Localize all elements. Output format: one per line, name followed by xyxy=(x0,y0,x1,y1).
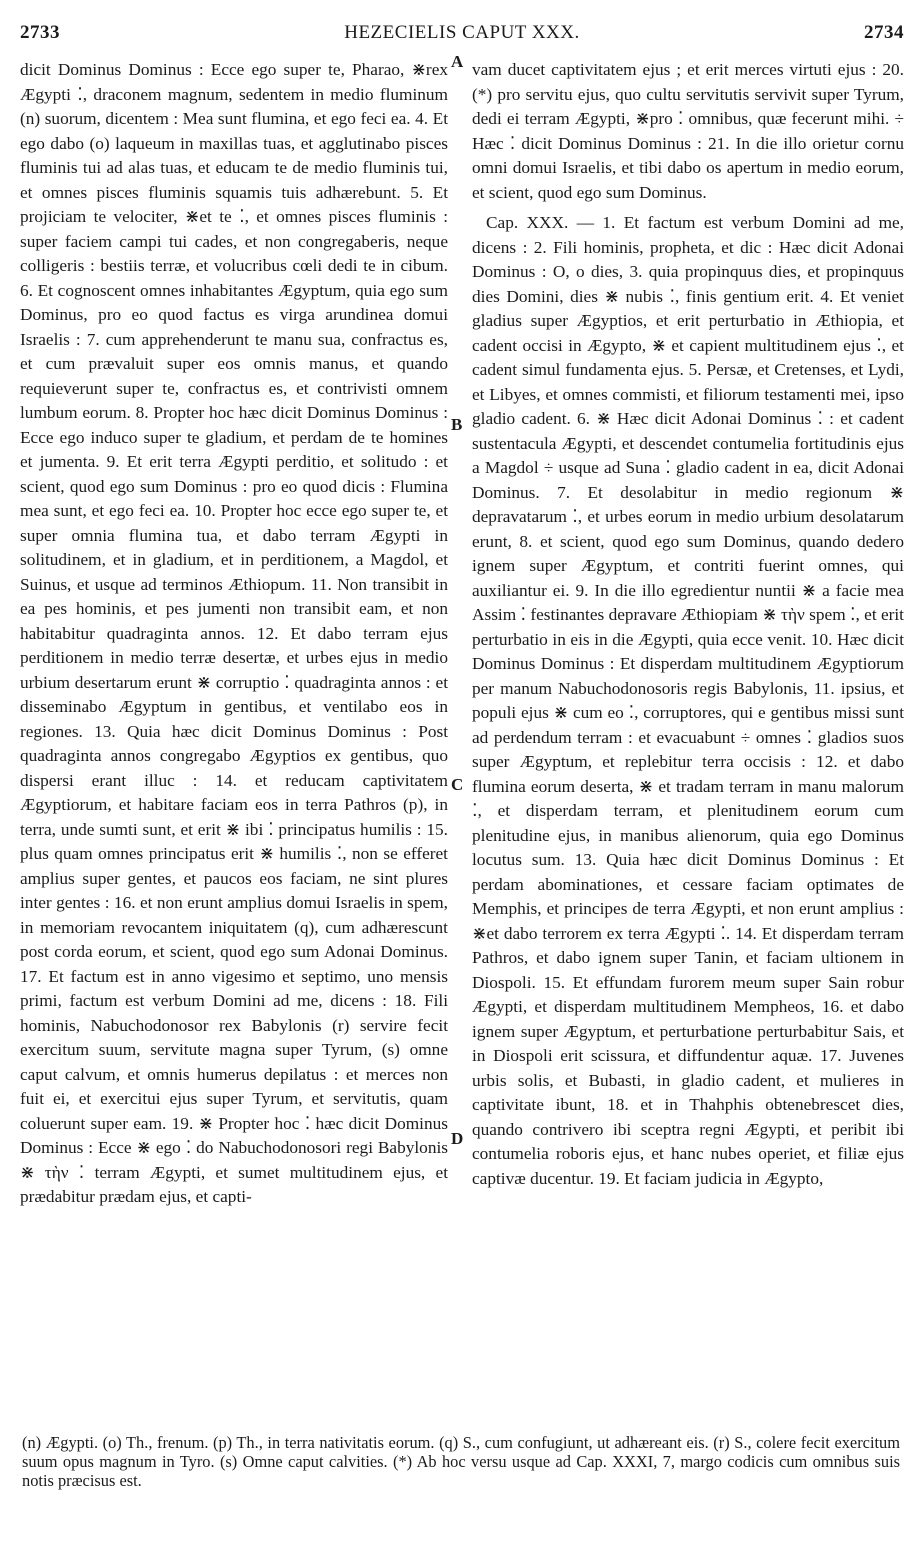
right-column-text-continuation: vam ducet captivitatem ejus ; et erit merces virtuti ejus : 20. (*) pro servitu ejus, quo cultu servitutis servivit super Tyrum, dedi ei terram Ægypti, ⋇pro ⁚ omnibus, quæ fecerunt mihi. ÷ Hæc ⁚ dicit Dominus Dominus : 21. In die illo orietur cornu omni domui Israelis, et tibi dabo os apertum in medio eorum, et scient, quod ego sum Dominus. xyxy=(472,60,904,202)
footnotes: (n) Ægypti. (o) Th., frenum. (p) Th., in terra nativitatis eorum. (q) S., cum confugiunt, ut adhæreant eis. (r) S., colere fecit exercitum suum opus magnum in Tyro. (s) Omne caput calvities. (*) Ab hoc versu usque ad Cap. XXXI, 7, margo codicis cum omnibus suis notis præcisus est. xyxy=(22,1433,900,1490)
running-title: HEZECIELIS CAPUT XXX. xyxy=(344,22,580,43)
margin-marker-c: C xyxy=(451,775,464,794)
page-number-right: 2734 xyxy=(864,22,904,43)
page-number-left: 2733 xyxy=(20,22,60,43)
left-column-text: dicit Dominus Dominus : Ecce ego super te, Pharao, ⋇rex Ægypti ⁚, draconem magnum, sedentem in medio fluminum (n) suorum, dicentem : Mea sunt flumina, et ego feci ea. 4. Et ego dabo (o) laqueum in maxillas tuas, et agglutinabo pisces fluminis tui ad alas tuas, et educam te de medio fluminis tui, et omnes pisces fluminis squamis tuis adhærebunt. 5. Et projiciam te velociter, ⋇et te ⁚, et omnes pisces fluminis : super faciem campi tui cades, et non congregaberis, neque colligeris : bestiis terræ, et volucribus cœli dedi te in cibum. 6. Et cognoscent omnes inhabitantes Ægyptum, quia ego sum Dominus, pro eo quod factus es virga arundinea domui Israelis : 7. cum apprehenderunt te manu sua, confractus es, et cum prævaluit super eos omnis manus, et quando requieverunt super te, confractus es, et contrivisti omnem lumbum eorum. 8. Propter hoc hæc dicit Dominus Dominus : Ecce ego induco super te gladium, et perdam de te homines et jumenta. 9. Et erit terra Ægypti perditio, et solitudo : et scient, quod ego sum Dominus : pro eo quod dicis : Flumina mea sunt, et ego feci ea. 10. Propter hoc ecce ego super te, et super omnia flumina tua, et dabo terram Ægypti in solitudinem, et in gladium, et in perditionem, a Magdol, et Suinus, et usque ad terminos Æthiopum. 11. Non transibit in ea pes hominis, et pes jumenti non transibit eam, et non habitabitur quadraginta annos. 12. Et dabo terram ejus perditionem in medio terræ desertæ, et urbes ejus in medio urbium desertarum erunt ⋇ corruptio ⁚ quadraginta annos : et disseminabo Ægyptum in gentibus, et ventilabo eos in regiones. 13. Quia hæc dicit Dominus Dominus : Post quadraginta annos congregabo Ægyptios ex gentibus, quo dispersi erant illuc : 14. et reducam captivitatem Ægyptiorum, et habitare faciam eos in terra Pathros (p), in terra, unde sumti sunt, et erit ⋇ ibi ⁚ principatus humilis : 15. plus quam omnes principatus erit ⋇ humilis ⁚, non se efferet amplius super gentes, et paucos eos faciam, ne sint plures inter gentes : 16. et non erunt amplius domui Israelis in spem, in memoriam revocantem iniquitatem (q), cum adhærescunt post corda eorum, et scient, quod ego sum Adonai Dominus. 17. Et factum est in anno vigesimo et septimo, uno mensis primi, factum est verbum Domini ad me, dicens : 18. Fili hominis, Nabuchodonosor rex Babylonis (r) servire fecit exercitum suum, servitute magna super Tyrum, (s) omne caput calvum, et omnis humerus depilatus : et merces non fuit ei, et exercitui ejus super Tyrum, et servitutis, quam coluerunt super eam. 19. ⋇ Propter hoc ⁚ hæc dicit Dominus Dominus : Ecce ⋇ ego ⁚ do Nabuchodonosori regi Babylonis ⋇ τὴν ⁚ terram Ægypti, et sumet multitudinem ejus, et prædabitur prædam ejus, et capti- xyxy=(20,60,448,1206)
margin-marker-d: D xyxy=(451,1129,464,1148)
running-header xyxy=(20,16,904,50)
margin-marker-b: B xyxy=(451,415,463,434)
margin-marker-a: A xyxy=(451,52,464,71)
right-column xyxy=(472,58,904,1191)
left-column xyxy=(20,58,448,1210)
right-column-chapter-30: Cap. XXX. — 1. Et factum est verbum Domini ad me, dicens : 2. Fili hominis, propheta, et dic : Hæc dicit Adonai Dominus : O, o dies, 3. quia propinquus dies, et propinquus dies Domini, dies ⋇ nubis ⁚, finis gentium erit. 4. Et veniet gladius super Ægyptios, et erit perturbatio in Æthiopia, et cadent occisi in Ægypto, ⋇ et capient multitudinem ejus ⁚, et cadent simul fundamenta ejus. 5. Persæ, et Cretenses, et Lydi, et Libyes, et omnes commisti, et filiorum testamenti mei, ipso gladio cadent. 6. ⋇ Hæc dicit Adonai Dominus ⁚ : et cadent sustentacula Ægypti, et descendet contumelia fortitudinis ejus a Magdol ÷ usque ad Suna ⁚ gladio cadent in ea, dicit Adonai Dominus. 7. Et desolabitur in medio regionum ⋇ depravatarum ⁚, et urbes eorum in medio urbium desolatarum erunt, 8. et scient, quod ego sum Dominus, quando dedero ignem super Ægyptum, et contriti fuerint omnes, qui auxiliantur ei. 9. In die illo egredientur nuntii ⋇ a facie mea Assim ⁚ festinantes depravare Æthiopiam ⋇ τὴν spem ⁚, et erit perturbatio in eis in die Ægypti, quia ecce venit. 10. Hæc dicit Dominus Dominus : Et disperdam multitudinem Ægyptiorum per manum Nabuchodonosoris regis Babylonis, 11. ipsius, et populi ejus ⋇ cum eo ⁚, corruptores, qui e gentibus missi sunt ad perdendum terram : et evacuabunt ÷ omnes ⁚ gladios suos super Ægyptum, et replebitur terra occisis : 12. et dabo flumina eorum deserta, ⋇ et tradam terram in manu malorum ⁚, et disperdam terram, et plenitudinem eorum cum plenitudine ejus, in manibus alienorum, quia ego Dominus locutus sum. 13. Quia hæc dicit Dominus Dominus : Et perdam abominationes, et cessare faciam optimates de Memphis, et principes de terra Ægypti, et non erunt amplius : ⋇et dabo terrorem ex terra Ægypti ⁚. 14. Et disperdam terram Pathros, et dabo ignem super Tanin, et faciam ultionem in Diospoli. 15. Et effundam furorem meum super Sain robur Ægypti, et disperdam multitudinem Mempheos, 16. et dabo ignem super Ægyptum, et perturbatione perturbabitur Sais, et in Diospoli erit scissura, et diffundentur aquæ. 17. Juvenes urbis solis, et Bubasti, in gladio cadent, et mulieres in captivitate ibunt, 18. et in Thahphis obtenebrescet dies, quando contrivero ibi sceptra regni Ægypti, et peribit ibi contumelia roboris ejus, et hanc nubes operiet, et filiæ ejus captivæ ducentur. 19. Et faciam judicia in Ægypto, xyxy=(472,213,904,1188)
